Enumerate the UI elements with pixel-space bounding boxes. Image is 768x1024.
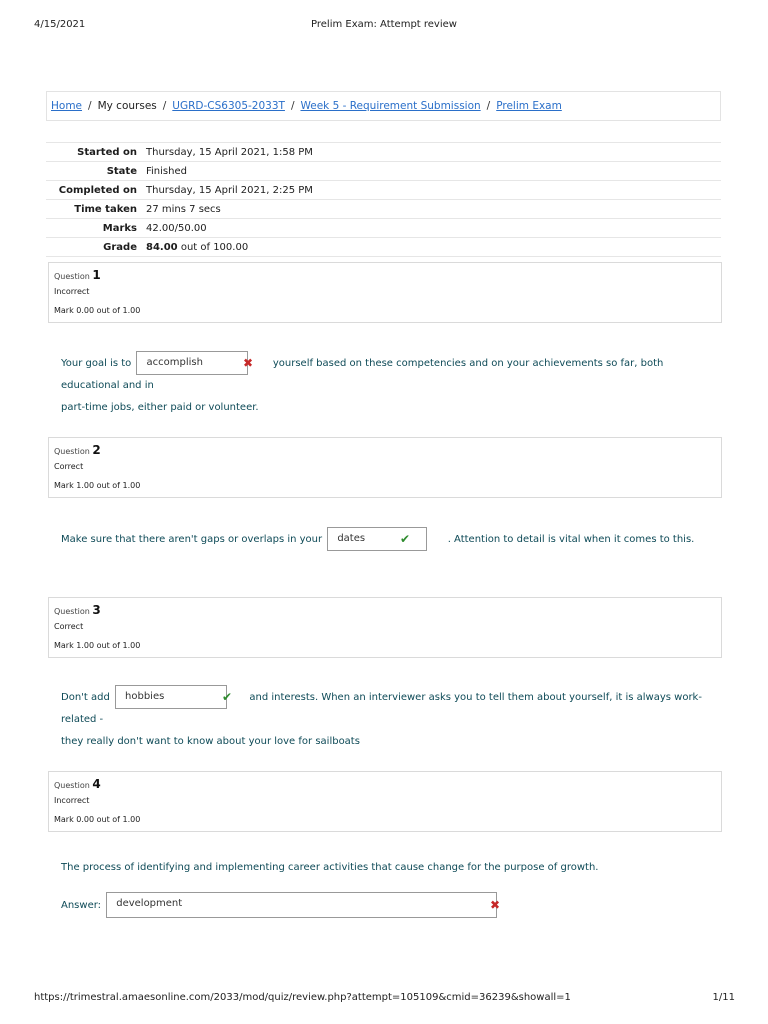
- summary-row-time-taken: [46, 199, 721, 218]
- question-label: Question 2: [54, 443, 101, 457]
- question-text-2: [61, 527, 721, 551]
- print-header: [0, 19, 768, 33]
- answer-input[interactable]: accomplish: [136, 351, 248, 375]
- breadcrumb-separator: /: [290, 100, 295, 112]
- question-state: Correct: [54, 622, 84, 631]
- check-icon: ✔: [400, 532, 411, 546]
- question-info-2: [48, 437, 722, 498]
- question-label: Question 3: [54, 603, 101, 617]
- print-title: Prelim Exam: Attempt review: [311, 19, 457, 30]
- grade-out-of: out of 100.00: [177, 241, 249, 253]
- summary-row-marks: [46, 218, 721, 237]
- grade-score: 84.00: [146, 241, 178, 253]
- question-text-1: [61, 351, 721, 419]
- breadcrumb-my-courses: My courses: [97, 100, 157, 112]
- summary-row-grade: [46, 237, 721, 257]
- question-mark: Mark 0.00 out of 1.00: [54, 306, 141, 315]
- answer-input[interactable]: dates: [327, 527, 427, 551]
- breadcrumb-separator: /: [88, 100, 92, 112]
- question-mark: Mark 1.00 out of 1.00: [54, 481, 141, 490]
- answer-label: Answer:: [61, 900, 102, 911]
- question-state: Correct: [54, 462, 84, 471]
- summary-value: 42.00/50.00: [146, 222, 207, 234]
- print-footer: [0, 992, 768, 1006]
- breadcrumb-separator: /: [486, 100, 491, 112]
- question-info-4: [48, 771, 722, 832]
- question-state: Incorrect: [54, 796, 90, 805]
- question-text-before: Don't add: [61, 692, 110, 703]
- check-icon: ✔: [222, 690, 233, 704]
- question-number: 2: [92, 443, 101, 457]
- summary-value: [146, 242, 248, 253]
- summary-label: Grade: [103, 241, 137, 253]
- print-page-number: 1/11: [712, 992, 735, 1003]
- attempt-summary-table: [46, 142, 721, 257]
- question-info-3: [48, 597, 722, 658]
- summary-value: Thursday, 15 April 2021, 1:58 PM: [146, 146, 313, 158]
- summary-row-completed: [46, 180, 721, 199]
- question-state: Incorrect: [54, 287, 90, 296]
- summary-label: Started on: [77, 146, 137, 158]
- question-label: Question 1: [54, 268, 101, 282]
- answer-row-4: [61, 892, 497, 918]
- summary-value: Finished: [146, 165, 187, 177]
- question-text-before: Make sure that there aren't gaps or overlaps in your: [61, 534, 323, 545]
- summary-label: Time taken: [74, 203, 137, 215]
- summary-label: Completed on: [58, 184, 137, 196]
- question-number: 1: [92, 268, 101, 282]
- breadcrumb-home-link[interactable]: Home: [51, 100, 83, 112]
- question-text-before: Your goal is to: [61, 358, 132, 369]
- cross-icon: ✖: [490, 898, 501, 912]
- question-text-after: . Attention to detail is vital when it comes to this.: [447, 534, 695, 545]
- summary-value: Thursday, 15 April 2021, 2:25 PM: [146, 184, 313, 196]
- breadcrumb: [46, 91, 721, 121]
- cross-icon: ✖: [243, 356, 254, 370]
- question-prompt-4: The process of identifying and implementing career activities that cause change for the purpose of growth.: [61, 862, 599, 873]
- question-label: Question 4: [54, 777, 101, 791]
- summary-label: State: [106, 165, 137, 177]
- summary-value: 27 mins 7 secs: [146, 203, 221, 215]
- question-number: 4: [92, 777, 101, 791]
- breadcrumb-separator: /: [162, 100, 167, 112]
- question-text-3: [61, 685, 721, 753]
- summary-label: Marks: [102, 222, 137, 234]
- breadcrumb-quiz-link[interactable]: Prelim Exam: [496, 100, 562, 112]
- question-text-after: and interests. When an interviewer asks you to tell them about yourself, it is always work-related -: [61, 692, 702, 725]
- question-mark: Mark 0.00 out of 1.00: [54, 815, 141, 824]
- print-date: 4/15/2021: [34, 19, 86, 30]
- question-number: 3: [92, 603, 101, 617]
- answer-input[interactable]: development: [106, 892, 497, 918]
- breadcrumb-week-link[interactable]: Week 5 - Requirement Submission: [300, 100, 481, 112]
- question-text-line2: part-time jobs, either paid or volunteer.: [61, 402, 259, 413]
- question-text-line2: they really don't want to know about your love for sailboats: [61, 736, 360, 747]
- summary-row-state: [46, 161, 721, 180]
- answer-input[interactable]: hobbies: [115, 685, 227, 709]
- question-mark: Mark 1.00 out of 1.00: [54, 641, 141, 650]
- print-url: https://trimestral.amaesonline.com/2033/mod/quiz/review.php?attempt=105109&cmid=36239&showall=1: [34, 992, 571, 1003]
- summary-row-started: [46, 142, 721, 161]
- question-text-after: yourself based on these competencies and on your achievements so far, both educational and in: [61, 358, 664, 391]
- breadcrumb-course-link[interactable]: UGRD-CS6305-2033T: [172, 100, 285, 112]
- question-info-1: [48, 262, 722, 323]
